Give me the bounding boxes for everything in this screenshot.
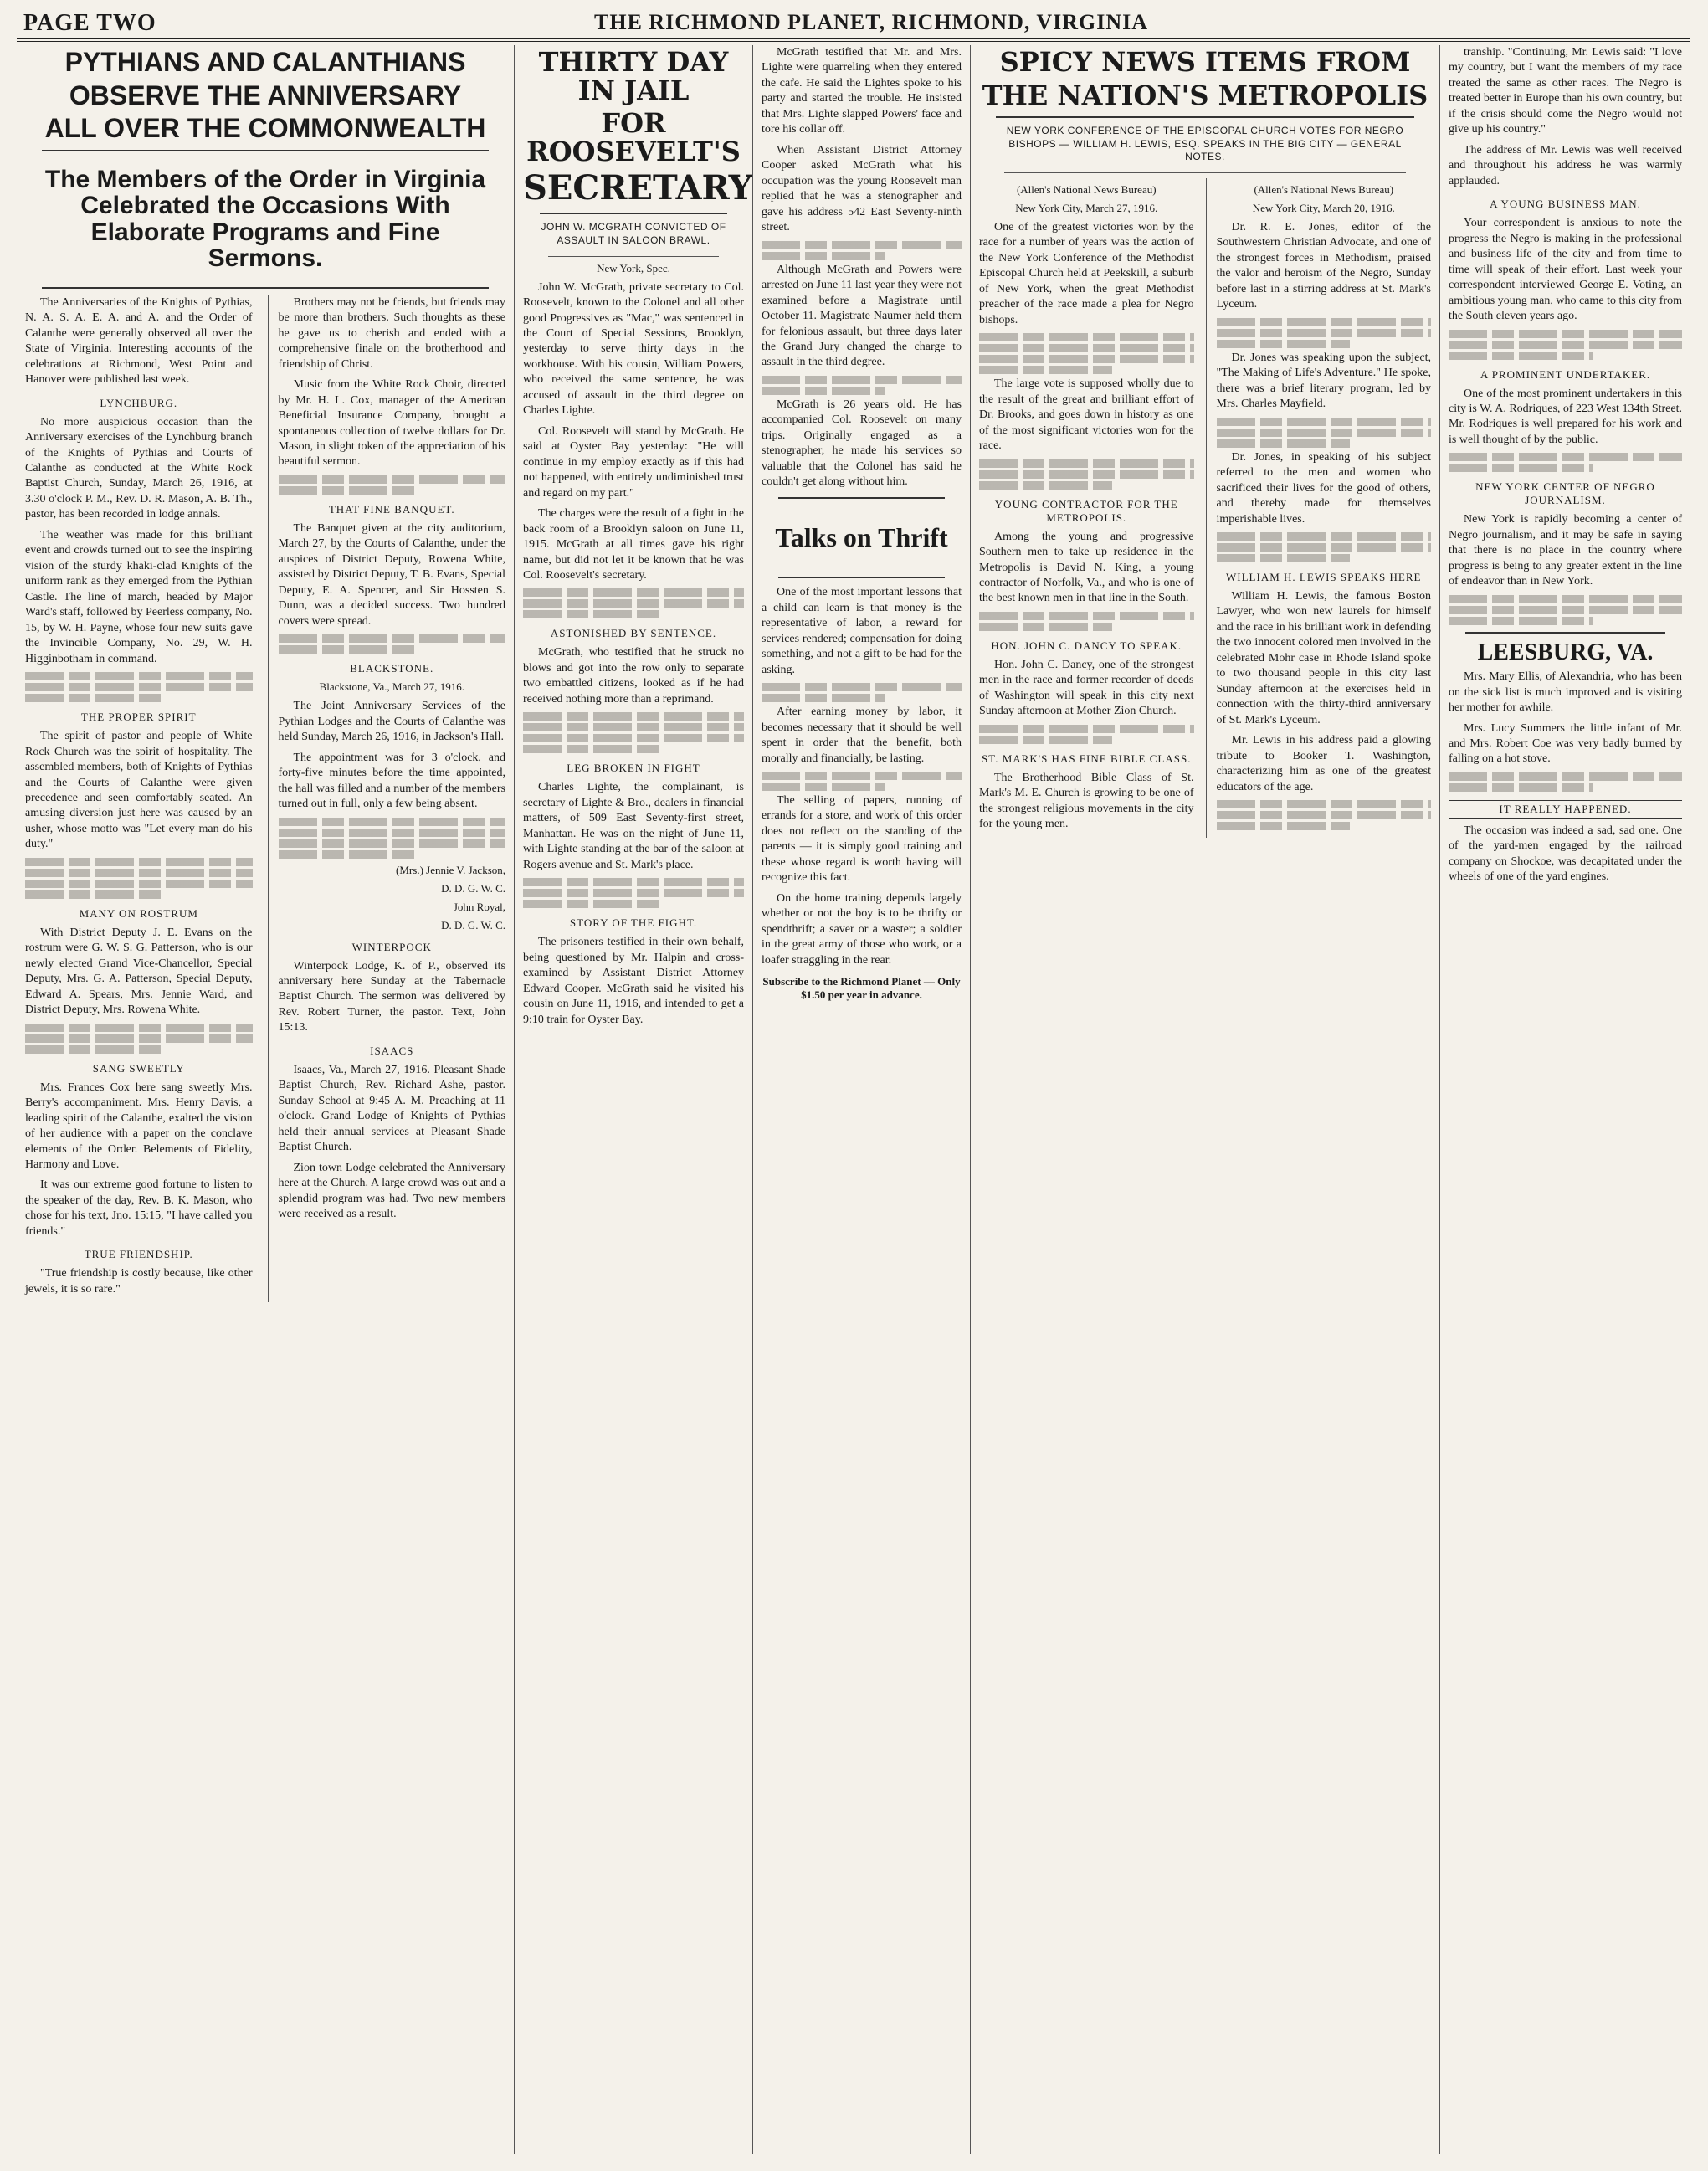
article-paragraph: When Assistant District Attorney Cooper asked McGrath what his occupation was the young Roosevelt man replied that he was a stenographer and gave his address 542 East Seventy-ninth street. <box>762 143 962 234</box>
article-paragraph: The prisoners testified in their own behalf, being questioned by Mr. Halpin and cross-examined by Assistant District Attorney Edward Cooper. McGrath said he visited his cousin on June 11, 1916, and intended to get a 9:10 train for Oyster Bay. <box>523 936 744 1026</box>
column-notes <box>1439 45 1690 2154</box>
text-line <box>1217 811 1432 819</box>
article-paragraph: The Brotherhood Bible Class of St. Mark's M. E. Church is growing to be one of the strongest religious movements in the city for the young men. <box>979 771 1194 831</box>
article-paragraph: The weather was made for this brilliant event and crowds turned out to see the inspiring vision of the sturdy khaki-clad Knights of the uniform rank as they emerged from the Pythian Castle. The line of march, headed by Major Ward's staff, followed by Peerless company, No. 15, by W. H. Payne, whose four new suits gave the Invincible Company, No. 29, W. H. Higginbotham in command. <box>25 528 253 665</box>
text-line <box>523 889 744 897</box>
text-line <box>1449 783 1593 792</box>
text-line <box>979 459 1194 468</box>
text-line <box>523 723 744 731</box>
divider <box>778 497 945 499</box>
text-line <box>1449 330 1682 338</box>
text-line <box>25 672 253 680</box>
article-paragraph: The charges were the result of a fight in the back room of a Brooklyn saloon on June 11, 1915. McGrath at all times gave his right name, but did not let it be known that he was Col. Roosevelt's secretary. <box>523 507 744 582</box>
text-line <box>979 344 1194 352</box>
signature-2: D. D. G. W. C. <box>441 881 505 895</box>
article-paragraph: Winterpock Lodge, K. of P., observed its anniversary here Sunday at the Tabernacle Baptist Church. The sermon was delivered by Rev. Robert Turner, the pastor. Text, John 15:13. <box>278 959 505 1034</box>
text-line <box>979 736 1112 744</box>
text-line <box>25 1024 253 1032</box>
text-line <box>523 734 744 742</box>
article-paragraph: The Banquet given at the city auditorium, March 27, by the Courts of Calanthe, under the auspices of District Deputy, Rowena White, assisted by District Deputy, T. B. Evans, Special Deputy, E. A. Spencer, and Sir Hossten S. Dunn, was a decided success. Two hundred covers were spread. <box>278 521 505 628</box>
article-paragraph: The appointment was for 3 o'clock, and forty-five minutes before the time appointed, the hall was filled and a number of the members turned out in full, only a few being absent. <box>278 751 505 811</box>
text-line <box>523 745 660 753</box>
text-line <box>25 890 166 899</box>
text-line <box>25 869 253 877</box>
article-paragraph: The selling of papers, running of errands for a store, and work of this order does not reflect on the standing of the parents — it is simply good training and these whose regard is worth having will recognize this fact. <box>762 794 962 885</box>
subhead-dancy: HON. JOHN C. DANCY TO SPEAK. <box>991 639 1182 652</box>
text-line <box>1449 453 1682 461</box>
text-line <box>25 880 253 888</box>
text-line <box>1217 532 1432 541</box>
deck-spicy: NEW YORK CONFERENCE OF THE EPISCOPAL CHURCH VOTES FOR NEGRO BISHOPS — WILLIAM H. LEWIS, ESQ. SPEAKS IN THE BIG CITY — GENERAL NOTES. <box>1006 125 1404 163</box>
text-line <box>762 683 962 691</box>
article-paragraph: Dr. R. E. Jones, editor of the Southwestern Christian Advocate, and one of the strongest forces in Methodism, praised the valor and heroism of the Negro, Sunday before last in a stirring address at St. Mark's Lyceum. <box>1216 220 1431 311</box>
headline-jail-1: THIRTY DAY IN JAIL <box>538 46 729 106</box>
headline-spicy-1: SPICY NEWS ITEMS FROM <box>999 46 1411 78</box>
text-line <box>979 725 1194 733</box>
signature-4: D. D. G. W. C. <box>441 918 505 932</box>
sub-column-left <box>979 178 1194 838</box>
subscribe-notice: Subscribe to the Richmond Planet — Only $1.50 per year in advance. <box>762 975 961 1002</box>
article-paragraph: On the home training depends largely whether or not the boy is to be thrifty or spendthrift; a saver or a waster; a soldier in the great army of those who work, or a loafer straggling in the rear. <box>762 891 962 967</box>
text-line <box>279 475 506 484</box>
subhead-stmarks: ST. MARK'S HAS FINE BIBLE CLASS. <box>982 752 1192 765</box>
divider <box>1004 172 1406 173</box>
sub-column-left <box>25 295 253 1303</box>
subhead-story: STORY OF THE FIGHT. <box>569 916 698 930</box>
dateline-jones: New York City, March 20, 1916. <box>1252 201 1395 214</box>
article-paragraph: "True friendship is costly because, like other jewels, it is so rare." <box>25 1267 253 1296</box>
subhead-blackstone: BLACKSTONE. <box>350 662 434 675</box>
paper-name: THE RICHMOND PLANET, RICHMOND, VIRGINIA <box>594 10 1149 34</box>
text-line <box>979 481 1112 490</box>
subhead-business-man: A YOUNG BUSINESS MAN. <box>1490 198 1641 211</box>
divider <box>540 213 727 214</box>
text-line <box>1217 418 1432 426</box>
subhead-lynchburg: LYNCHBURG. <box>100 396 178 409</box>
text-line <box>1449 595 1682 603</box>
article-paragraph: McGrath is 26 years old. He has accompanied Col. Roosevelt on many trips. Originally engaged as a stenographer, he made his services so valuable that the Colonel has said he couldn't get along without him. <box>762 398 962 489</box>
text-line <box>25 1034 253 1043</box>
article-paragraph: New York is rapidly becoming a center of Negro journalism, and it may be safe in saying that there is no place in the country where progress is being to any greater extent in the line of endeavor than in New York. <box>1449 513 1682 588</box>
column-spicy-news <box>971 45 1439 2154</box>
subhead-journalism: NEW YORK CENTER OF NEGRO JOURNALISM. <box>1475 480 1655 507</box>
two-column-body <box>25 295 505 1303</box>
subhead-rostrum: MANY ON ROSTRUM <box>79 906 198 920</box>
article-paragraph: One of the greatest victories won by the race for a number of years was the action of the New York Conference of the Methodist Episcopal Church held at Peekskill, a suburb of New York, when the great Methodist preacher of the race made a plea for Negro bishops. <box>979 220 1194 326</box>
article-paragraph: McGrath testified that Mr. and Mrs. Lighte were quarreling when they entered the cafe. He said the Lightes spoke to his party and started the trouble. He insisted that Mrs. Lighte slapped Powers' face and tore his collar off. <box>762 46 962 136</box>
article-paragraph: The large vote is supposed wholly due to the result of the great and brilliant effort of Dr. Brooks, and goes down in history as one of the most significant victories won for the race. <box>979 377 1194 453</box>
column-thrift <box>753 45 971 2154</box>
article-paragraph: Mrs. Frances Cox here sang sweetly Mrs. Berry's accompaniment. Mrs. Henry Davis, a leading spirit of the Calanthe, exalted the vision of her audience with a paper on the conclave elements of the Order. Belements of Fidelity, Harmony and Love. <box>25 1080 253 1171</box>
subhead-isaacs: ISAACS <box>370 1044 414 1057</box>
article-paragraph: John W. McGrath, private secretary to Col. Roosevelt, known to the Colonel and all other good Progressives as "Mac," was sentenced in the Court of Special Sessions, Brooklyn, yesterday to serve thirty days in the workhouse. With his cousin, William Powers, who received the same sentence, he was accused of assault in the third degree on Charles Lighte. <box>523 280 744 418</box>
text-line <box>1449 341 1682 349</box>
text-line <box>979 612 1194 620</box>
deck-pythians: The Members of the Order in Virginia Celebrated the Occasions With Elaborate Programs and Fine Sermons. <box>44 165 486 273</box>
divider <box>42 150 489 151</box>
text-line <box>523 599 744 608</box>
article-paragraph: Although McGrath and Powers were arrested on June 11 last year they were not examined before a Magistrate until October 11. Magistrate Naumer held them for felonious assault, but three days later the Grand Jury changed the charge to assault in the third degree. <box>762 263 962 369</box>
article-paragraph: One of the most important lessons that a child can learn is that money is the representative of labor, a reward for services rendered; compensation for doing something, and not a gift to be had for the asking. <box>762 586 962 676</box>
divider <box>778 577 945 578</box>
article-paragraph: McGrath, who testified that he struck no blows and got into the row only to separate two embattled citizens, looked as if he had received nothing more than a reprimand. <box>523 646 744 706</box>
article-paragraph: The Joint Anniversary Services of the Pythian Lodges and the Courts of Calanthe was held Sunday, March 26, 1916, in Jackson's Hall. <box>278 700 505 744</box>
divider <box>1465 632 1665 634</box>
article-paragraph: Mrs. Lucy Summers the little infant of Mr. and Mrs. Robert Coe was very badly burned by falling on a hot stove. <box>1449 721 1682 766</box>
headline-jail-2: FOR ROOSEVELT'S <box>526 107 741 167</box>
article-paragraph: William H. Lewis, the famous Boston Lawyer, who won new laurels for himself and the race in his brilliant work in defending the two innocent colored men involved in the celebrated Mohr case in Rhode Island spoke to two thousand people in this city last Sunday afternoon at the exercises held in connection with the thirty-third anniversary of St. Mark's Lyceum. <box>1216 590 1431 726</box>
article-paragraph: Dr. Jones, in speaking of his subject referred to the men and women who sacrificed their lives for the good of others, and thereby made for themselves imperishable lives. <box>1216 450 1431 526</box>
text-line <box>523 712 744 721</box>
article-paragraph: One of the most prominent undertakers in this city is W. A. Rodriques, of 223 West 134th Street. Mr. Rodriques is well prepared for his work and is well thought of by the public. <box>1449 387 1682 446</box>
headline-leesburg: LEESBURG, VA. <box>1477 639 1654 665</box>
text-line <box>523 878 744 886</box>
divider <box>548 256 719 257</box>
text-line <box>279 839 506 848</box>
text-line <box>279 645 419 654</box>
text-line <box>523 900 660 908</box>
headline-pythians-3: ALL OVER THE COMMONWEALTH <box>44 113 486 144</box>
article-paragraph: Zion town Lodge celebrated the Anniversary here at the Church. A large crowd was out and a splendid program was had. Two new members were received as a result. <box>278 1161 505 1221</box>
page-label: PAGE TWO <box>23 10 156 36</box>
text-line <box>1217 429 1432 437</box>
divider <box>42 287 489 289</box>
article-paragraph: With District Deputy J. E. Evans on the rostrum were G. W. S. G. Patterson, who is our newly elected Grand Vice-Chancellor, Special Deputy, Mrs. G. A. Patterson, Special Deputy, Edward A. Spears, Mrs. Jennie Ward, and District Deputy, Mrs. Rowena White. <box>25 926 253 1017</box>
text-line <box>762 241 962 249</box>
divider <box>996 116 1414 118</box>
text-line <box>25 858 253 866</box>
article-paragraph: Charles Lighte, the complainant, is secretary of Lighte & Bro., dealers in financial matters, of 509 East Seventy-first street, Manhattan. He was on the night of June 11, with Lighte standing at the bar of the saloon at Rogers avenue and St. Mark's place. <box>523 781 744 871</box>
text-line <box>1217 543 1432 552</box>
text-line <box>1217 800 1432 808</box>
article-paragraph: Dr. Jones was speaking upon the subject, "The Making of Life's Adventure." He spoke, there was a brief literary program, led by Mrs. Charles Mayfield. <box>1216 351 1431 411</box>
article-paragraph: Your correspondent is anxious to note the progress the Negro is making in the professional and business life of the city and from time to time will speak of their effort. Last week your correspondent interviewed George E. Voting, an ambitious young man, who came to this city from the South eleven years ago. <box>1449 217 1682 323</box>
article-paragraph: The address of Mr. Lewis was well received and throughout his address he was warmly applauded. <box>1449 143 1682 187</box>
text-line <box>279 818 506 826</box>
text-line <box>1449 352 1593 360</box>
text-line <box>979 623 1112 631</box>
text-line <box>1217 318 1432 326</box>
text-line <box>279 850 419 859</box>
article-paragraph: tranship. "Continuing, Mr. Lewis said: "I love my country, but I want the members of my race treated the same as other races. The Negro is treated better in Europe than his own country, but if the crisis should come the Negro would not give up his country." <box>1449 46 1682 136</box>
text-line <box>523 610 660 618</box>
column-mcgrath <box>515 45 753 2154</box>
headline-jail-3: SECRETARY <box>523 168 753 208</box>
text-line <box>1217 340 1350 348</box>
column-pythians <box>17 45 515 2154</box>
text-line <box>25 694 166 702</box>
text-line <box>25 1045 166 1054</box>
subhead-true-friendship: TRUE FRIENDSHIP. <box>84 1248 193 1261</box>
article-paragraph: Isaacs, Va., March 27, 1916. Pleasant Shade Baptist Church, Rev. Richard Ashe, pastor. Sunday School at 9:45 A. M. Preaching at 11 o'clock. Grand Lodge of Knights of Pythias held their annual services at Pleasant Shade Baptist Church. <box>278 1063 505 1154</box>
article-paragraph: Music from the White Rock Choir, directed by Mr. H. L. Cox, manager of the American Beneficial Insurance Company, brought a spontaneous collection of twelve dollars for Dr. Mason, in slight token of the appreciation of his beautiful sermon. <box>278 378 505 469</box>
text-line <box>279 634 506 643</box>
subhead-lewis: WILLIAM H. LEWIS SPEAKS HERE <box>1226 571 1422 583</box>
bureau-credit: (Allen's National News Bureau) <box>1016 182 1157 196</box>
article-paragraph: Col. Roosevelt will stand by McGrath. He said at Oyster Bay yesterday: "He will continue in my employ exactly as if this had not happened, with entirely undiminished trust and regard on my part." <box>523 424 744 500</box>
article-paragraph: Mrs. Mary Ellis, of Alexandria, who has been on the sick list is much improved and is visiting her mother for awhile. <box>1449 670 1682 715</box>
text-line <box>1217 439 1350 448</box>
text-line <box>1449 606 1682 614</box>
text-line <box>1217 329 1432 337</box>
text-line <box>1449 617 1593 625</box>
text-line <box>762 694 885 702</box>
text-line <box>979 355 1194 363</box>
article-paragraph: It was our extreme good fortune to listen to the speaker of the day, Rev. B. K. Mason, who chose for his text, Jno. 15:15, "I have called you friends." <box>25 1178 253 1238</box>
article-paragraph: The Anniversaries of the Knights of Pythias, N. A. S. A. E. A. and A. and the Order of Calanthe were generally observed all over the State of Virginia. Interesting accounts of the celebrations at Richmond, West Point and Hanover were published last week. <box>25 295 253 387</box>
spicy-two-columns <box>979 178 1431 838</box>
article-paragraph: The spirit of pastor and people of White Rock Church was the spirit of hospitality. The assembled members, both of Knights of Pythias and the Courts of Calanthe were given precedence and seen comfortably seated. An amusing diversion just here was caused by an usher, whose motto was "Let every man do his duty." <box>25 730 253 851</box>
signature-3: John Royal, <box>453 900 505 913</box>
text-line <box>523 588 744 597</box>
dateline-blackstone: Blackstone, Va., March 27, 1916. <box>319 680 464 694</box>
article-paragraph: Brothers may not be friends, but friends may be more than brothers. Such thoughts as these he gave us to cherish and ended with a comprehensive finale on the brotherhood and friendship of Christ. <box>278 295 505 371</box>
sub-column-right <box>268 295 506 1303</box>
text-line <box>762 772 962 780</box>
text-line <box>1449 464 1593 472</box>
subhead-leg-broken: LEG BROKEN IN FIGHT <box>567 762 700 775</box>
article-paragraph: Mr. Lewis in his address paid a glowing tribute to Booker T. Washington, characterizing him as one of the greatest educators of the age. <box>1216 734 1431 793</box>
text-line <box>279 829 506 837</box>
text-line <box>279 486 419 495</box>
headline-pythians-2: OBSERVE THE ANNIVERSARY <box>69 80 462 110</box>
subhead-contractor: YOUNG CONTRACTOR FOR THE METROPOLIS. <box>994 497 1178 524</box>
subhead-really-happened: IT REALLY HAPPENED. <box>1449 800 1682 819</box>
signature-1: (Mrs.) Jennie V. Jackson, <box>396 863 505 876</box>
text-line <box>979 366 1112 374</box>
text-line <box>1449 772 1682 781</box>
text-line <box>762 376 962 384</box>
sub-column-right <box>1206 178 1432 838</box>
dateline-mcgrath: New York, Spec. <box>597 261 670 275</box>
headline-pythians-1: PYTHIANS AND CALANTHIANS <box>64 47 466 77</box>
text-line <box>979 470 1194 479</box>
text-line <box>762 252 885 260</box>
text-line <box>762 387 885 395</box>
subhead-banquet: THAT FINE BANQUET. <box>328 502 455 516</box>
subhead-sang-sweetly: SANG SWEETLY <box>92 1061 185 1075</box>
text-line <box>1217 554 1350 562</box>
headline-spicy-2: THE NATION'S METROPOLIS <box>982 79 1428 111</box>
masthead <box>17 7 1690 42</box>
text-line <box>979 333 1194 341</box>
subhead-proper-spirit: THE PROPER SPIRIT <box>80 711 197 724</box>
subhead-astonished: ASTONISHED BY SENTENCE. <box>550 627 717 640</box>
text-line <box>762 783 885 791</box>
bureau-credit: (Allen's National News Bureau) <box>1254 182 1394 196</box>
text-line <box>25 683 253 691</box>
article-paragraph: The occasion was indeed a sad, sad one. One of the yard-men engaged by the railroad company on Shockoe, was decapitated under the wheels of one of the yard engines. <box>1449 824 1682 884</box>
subhead-winterpock: WINTERPOCK <box>351 940 432 953</box>
text-line <box>1217 822 1350 830</box>
dateline-spicy: New York City, March 27, 1916. <box>1015 201 1158 214</box>
deck-mcgrath: JOHN W. MCGRATH CONVICTED OF ASSAULT IN SALOON BRAWL. <box>541 221 726 246</box>
article-paragraph: After earning money by labor, it becomes necessary that it should be well spent in order that the benefit, both morally and financially, be lasting. <box>762 706 962 765</box>
subhead-undertaker: A PROMINENT UNDERTAKER. <box>1480 367 1651 381</box>
article-paragraph: Hon. John C. Dancy, one of the strongest men in the race and former recorder of deeds of Washington will speak in this city next Sunday afternoon at Mother Zion Church. <box>979 658 1194 718</box>
article-paragraph: No more auspicious occasion than the Anniversary exercises of the Lynchburg branch of the Knights of Pythias and Courts of Calanthe as conducted at the White Rock Baptist Church, Sunday, March 26, 1916, at 3.30 o'clock P. M., Rev. D. R. Mason, A. B. Th., pastor, has been recorded in lodge annals. <box>25 415 253 521</box>
article-paragraph: Among the young and progressive Southern men to take up residence in the Metropolis is David N. King, a young contractor of Norfolk, Va., and who is one of the best known men in that line in the South. <box>979 530 1194 605</box>
headline-thrift: Talks on Thrift <box>775 521 948 552</box>
